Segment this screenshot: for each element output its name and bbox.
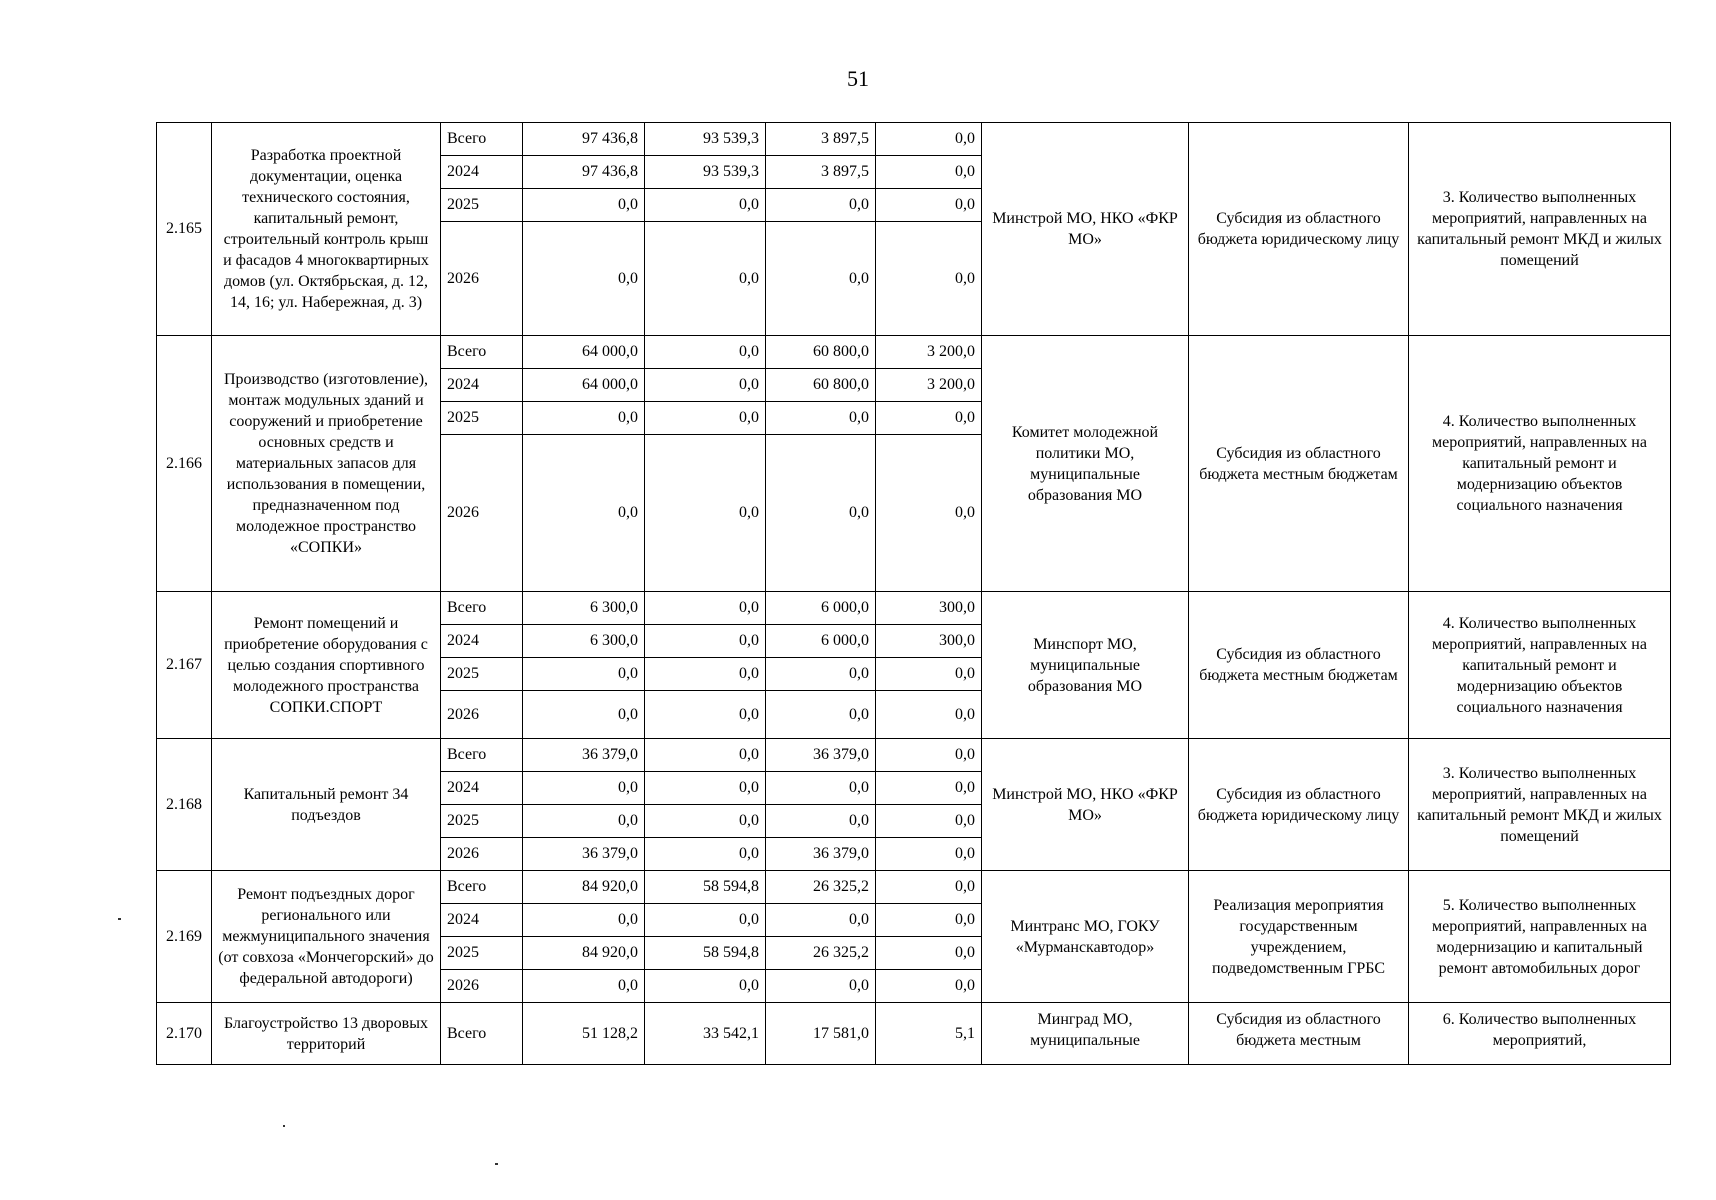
- federal-value: 0,0: [645, 772, 766, 805]
- period-label: 2025: [441, 189, 523, 222]
- period-label: 2024: [441, 772, 523, 805]
- other-value: 0,0: [876, 937, 982, 970]
- measure-description: Благоустройство 13 дворовых территорий: [212, 1003, 441, 1065]
- federal-value: 0,0: [645, 904, 766, 937]
- mechanism: Субсидия из областного бюджета местным бюджетам: [1189, 336, 1409, 592]
- measure-description: Ремонт подъездных дорог регионального или межмуниципального значения (от совхоза «Мончегорский» до федеральной автодороги): [212, 871, 441, 1003]
- period-label: 2024: [441, 625, 523, 658]
- total-value: 84 920,0: [523, 871, 645, 904]
- regional-value: 6 000,0: [766, 592, 876, 625]
- total-value: 36 379,0: [523, 838, 645, 871]
- scan-speck: [118, 918, 121, 920]
- federal-value: 93 539,3: [645, 123, 766, 156]
- executor: Минспорт МО, муниципальные образования МО: [982, 592, 1189, 739]
- regional-value: 36 379,0: [766, 838, 876, 871]
- other-value: 0,0: [876, 402, 982, 435]
- indicator: 6. Количество выполненных мероприятий,: [1409, 1003, 1671, 1065]
- other-value: 0,0: [876, 123, 982, 156]
- total-value: 0,0: [523, 402, 645, 435]
- federal-value: 58 594,8: [645, 871, 766, 904]
- federal-value: 93 539,3: [645, 156, 766, 189]
- total-value: 51 128,2: [523, 1003, 645, 1065]
- regional-value: 60 800,0: [766, 369, 876, 402]
- page-number: 51: [847, 66, 869, 91]
- table-row: [157, 336, 1671, 369]
- period-label: Всего: [441, 336, 523, 369]
- other-value: 0,0: [876, 222, 982, 336]
- period-label: 2025: [441, 402, 523, 435]
- row-number: 2.165: [157, 123, 212, 336]
- period-label: 2026: [441, 222, 523, 336]
- program-table: [156, 122, 1671, 1065]
- other-value: 0,0: [876, 691, 982, 739]
- other-value: 0,0: [876, 156, 982, 189]
- regional-value: 26 325,2: [766, 871, 876, 904]
- federal-value: 0,0: [645, 805, 766, 838]
- table-row: [157, 739, 1671, 772]
- regional-value: 26 325,2: [766, 937, 876, 970]
- indicator: 3. Количество выполненных мероприятий, направленных на капитальный ремонт МКД и жилых помещений: [1409, 739, 1671, 871]
- federal-value: 0,0: [645, 189, 766, 222]
- other-value: 0,0: [876, 189, 982, 222]
- other-value: 0,0: [876, 970, 982, 1003]
- indicator: 4. Количество выполненных мероприятий, направленных на капитальный ремонт и модернизацию объектов социального назначения: [1409, 592, 1671, 739]
- regional-value: 3 897,5: [766, 156, 876, 189]
- total-value: 0,0: [523, 772, 645, 805]
- table-row: [157, 123, 1671, 156]
- mechanism: Реализация мероприятия государственным учреждением, подведомственным ГРБС: [1189, 871, 1409, 1003]
- period-label: Всего: [441, 592, 523, 625]
- regional-value: 0,0: [766, 970, 876, 1003]
- federal-value: 0,0: [645, 369, 766, 402]
- other-value: 0,0: [876, 772, 982, 805]
- total-value: 0,0: [523, 222, 645, 336]
- row-number: 2.170: [157, 1003, 212, 1065]
- other-value: 300,0: [876, 592, 982, 625]
- regional-value: 60 800,0: [766, 336, 876, 369]
- total-value: 64 000,0: [523, 369, 645, 402]
- other-value: 0,0: [876, 838, 982, 871]
- scan-speck: [283, 1125, 285, 1127]
- federal-value: 0,0: [645, 838, 766, 871]
- executor: Комитет молодежной политики МО, муниципальные образования МО: [982, 336, 1189, 592]
- other-value: 0,0: [876, 904, 982, 937]
- regional-value: 0,0: [766, 772, 876, 805]
- federal-value: 0,0: [645, 435, 766, 592]
- period-label: 2026: [441, 691, 523, 739]
- total-value: 0,0: [523, 435, 645, 592]
- period-label: 2025: [441, 805, 523, 838]
- other-value: 300,0: [876, 625, 982, 658]
- federal-value: 0,0: [645, 402, 766, 435]
- regional-value: 0,0: [766, 904, 876, 937]
- regional-value: 0,0: [766, 805, 876, 838]
- other-value: 5,1: [876, 1003, 982, 1065]
- total-value: 0,0: [523, 691, 645, 739]
- total-value: 64 000,0: [523, 336, 645, 369]
- period-label: 2026: [441, 435, 523, 592]
- row-number: 2.168: [157, 739, 212, 871]
- regional-value: 6 000,0: [766, 625, 876, 658]
- total-value: 0,0: [523, 658, 645, 691]
- total-value: 84 920,0: [523, 937, 645, 970]
- regional-value: 3 897,5: [766, 123, 876, 156]
- mechanism: Субсидия из областного бюджета местным бюджетам: [1189, 592, 1409, 739]
- period-label: 2025: [441, 658, 523, 691]
- regional-value: 0,0: [766, 435, 876, 592]
- regional-value: 0,0: [766, 691, 876, 739]
- measure-description: Производство (изготовление), монтаж модульных зданий и сооружений и приобретение основных средств и материальных запасов для использования в помещении, предназначенном под молодежное пространство «СОПКИ»: [212, 336, 441, 592]
- total-value: 6 300,0: [523, 592, 645, 625]
- total-value: 0,0: [523, 970, 645, 1003]
- federal-value: 0,0: [645, 691, 766, 739]
- other-value: 0,0: [876, 435, 982, 592]
- executor: Минград МО, муниципальные: [982, 1003, 1189, 1065]
- row-number: 2.166: [157, 336, 212, 592]
- regional-value: 0,0: [766, 402, 876, 435]
- period-label: Всего: [441, 871, 523, 904]
- federal-value: 0,0: [645, 222, 766, 336]
- total-value: 0,0: [523, 189, 645, 222]
- executor: Минстрой МО, НКО «ФКР МО»: [982, 123, 1189, 336]
- other-value: 3 200,0: [876, 336, 982, 369]
- period-label: 2024: [441, 156, 523, 189]
- indicator: 3. Количество выполненных мероприятий, направленных на капитальный ремонт МКД и жилых помещений: [1409, 123, 1671, 336]
- scan-speck: [495, 1163, 498, 1165]
- federal-value: 0,0: [645, 739, 766, 772]
- measure-description: Разработка проектной документации, оценка технического состояния, капитальный ремонт, строительный контроль крыш и фасадов 4 многоквартирных домов (ул. Октябрьская, д. 12, 14, 16; ул. Набережная, д. 3): [212, 123, 441, 336]
- total-value: 97 436,8: [523, 123, 645, 156]
- period-label: 2024: [441, 904, 523, 937]
- mechanism: Субсидия из областного бюджета юридическому лицу: [1189, 123, 1409, 336]
- total-value: 36 379,0: [523, 739, 645, 772]
- measure-description: Капитальный ремонт 34 подъездов: [212, 739, 441, 871]
- other-value: 3 200,0: [876, 369, 982, 402]
- other-value: 0,0: [876, 739, 982, 772]
- row-number: 2.169: [157, 871, 212, 1003]
- regional-value: 0,0: [766, 222, 876, 336]
- table-row: [157, 1003, 1671, 1065]
- federal-value: 0,0: [645, 625, 766, 658]
- other-value: 0,0: [876, 871, 982, 904]
- period-label: 2026: [441, 970, 523, 1003]
- regional-value: 0,0: [766, 189, 876, 222]
- period-label: 2025: [441, 937, 523, 970]
- indicator: 4. Количество выполненных мероприятий, направленных на капитальный ремонт и модернизацию объектов социального назначения: [1409, 336, 1671, 592]
- mechanism: Субсидия из областного бюджета местным: [1189, 1003, 1409, 1065]
- federal-value: 0,0: [645, 592, 766, 625]
- executor: Минстрой МО, НКО «ФКР МО»: [982, 739, 1189, 871]
- regional-value: 36 379,0: [766, 739, 876, 772]
- period-label: 2026: [441, 838, 523, 871]
- other-value: 0,0: [876, 805, 982, 838]
- mechanism: Субсидия из областного бюджета юридическому лицу: [1189, 739, 1409, 871]
- period-label: Всего: [441, 123, 523, 156]
- period-label: Всего: [441, 739, 523, 772]
- federal-value: 0,0: [645, 658, 766, 691]
- executor: Минтранс МО, ГОКУ «Мурманскавтодор»: [982, 871, 1189, 1003]
- total-value: 97 436,8: [523, 156, 645, 189]
- total-value: 0,0: [523, 805, 645, 838]
- total-value: 6 300,0: [523, 625, 645, 658]
- total-value: 0,0: [523, 904, 645, 937]
- table-row: [157, 871, 1671, 904]
- period-label: 2024: [441, 369, 523, 402]
- other-value: 0,0: [876, 658, 982, 691]
- period-label: Всего: [441, 1003, 523, 1065]
- indicator: 5. Количество выполненных мероприятий, направленных на модернизацию и капитальный ремонт автомобильных дорог: [1409, 871, 1671, 1003]
- row-number: 2.167: [157, 592, 212, 739]
- measure-description: Ремонт помещений и приобретение оборудования с целью создания спортивного молодежного пространства СОПКИ.СПОРТ: [212, 592, 441, 739]
- federal-value: 33 542,1: [645, 1003, 766, 1065]
- federal-value: 58 594,8: [645, 937, 766, 970]
- federal-value: 0,0: [645, 970, 766, 1003]
- regional-value: 0,0: [766, 658, 876, 691]
- federal-value: 0,0: [645, 336, 766, 369]
- regional-value: 17 581,0: [766, 1003, 876, 1065]
- table-row: [157, 592, 1671, 625]
